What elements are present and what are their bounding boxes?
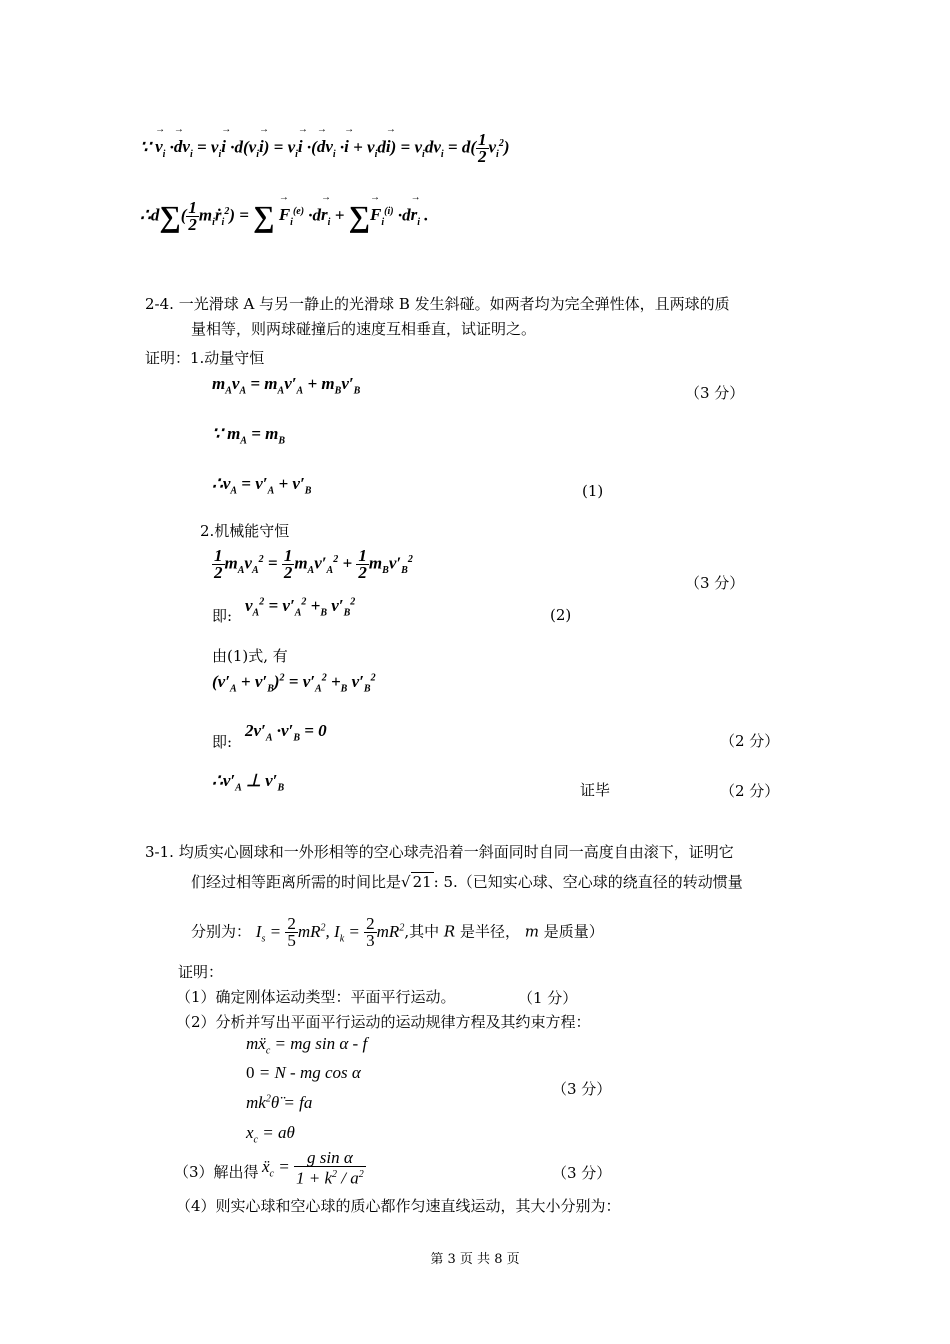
statement-text: 分别为： — [191, 922, 252, 941]
inertia-formula: $I_s$ = $\frac{2}{5}$ $mR^2$, $I_k$ = $\frac{2}{3}$ $mR^2$ — [255, 914, 405, 951]
statement-text: ,其中 — [404, 922, 440, 941]
score-label: （3 分） — [685, 574, 745, 592]
proof-item-4: （4）则实心球和空心球的质心都作匀速直线运动，其大小分别为： — [176, 1197, 621, 1215]
equation-energy-sum: ∴d∑( $\frac{1}{2}$ $m_iṙ_i^2$) = ∑ → $F_i^{(e)} \cdot d\to r_i$ + ∑→ $F_i^{(i)} \cdot d\to r_i$ . — [140, 200, 429, 234]
proof-item-2: （2）分析并写出平面平行运动的运动规律方程及其约束方程： — [176, 1013, 591, 1031]
equation-equal-mass: ∵ $m_A = m_B$ — [212, 424, 286, 447]
score-label: （3 分） — [552, 1080, 612, 1098]
equation-squared-sum: $(v'_A + v'_B)^2 = v'_A^2 +_B$ $v'_B^2$ — [212, 672, 376, 695]
equation-label-2: (2) — [550, 606, 572, 624]
score-label: （1 分） — [518, 989, 578, 1007]
proof-label: 证明： — [178, 963, 224, 981]
equation-motion-y: 0 = N - mg cos α — [246, 1063, 361, 1082]
statement-text: 是质量） — [543, 922, 604, 941]
proof-item-3: （3）解出得 — [174, 1163, 259, 1181]
problem-2-4-statement-line1: 2-4. 一光滑球 A 与另一静止的光滑球 B 发生斜碰。如两者均为完全弹性体，且两球的质 — [145, 295, 730, 313]
you-label: 由(1)式, 有 — [212, 647, 288, 665]
score-label: （2 分） — [720, 732, 780, 750]
page-footer: 第 3 页 共 8 页 — [430, 1252, 520, 1267]
equation-acceleration: ẍ$_c$ = $\frac{\text{g sin α}}{1 + k^2 / a^2}$ — [262, 1148, 364, 1188]
statement-text: : 5.（已知实心球、空心球的绕直径的转动惯量 — [433, 873, 743, 891]
ji-label: 即: — [212, 733, 233, 751]
equation-dot-zero: $2v'_A \cdot v'_B = 0$ — [245, 721, 327, 744]
equation-kinetic-energy: $\frac{1}{2}$ $m_Av_A^2$ = $\frac{1}{2}$ $m_Av'_A^2$ + $\frac{1}{2}$ $m_Bv'_B^2$ — [214, 546, 413, 582]
equation-label-1: (1) — [582, 482, 604, 500]
problem-3-1-statement-line1: 3-1. 均质实心圆球和一外形相等的空心球壳沿着一斜面同时自同一高度自由滚下，证明它 — [145, 843, 734, 861]
equation-rotation: $mk^2\thetä$ = fa — [246, 1093, 313, 1112]
sqrt-value: 21 — [412, 873, 432, 891]
statement-text: 们经过相等距离所需的时间比是 — [191, 873, 402, 891]
problem-2-4-statement-line2: 量相等，则两球碰撞后的速度互相垂直，试证明之。 — [191, 320, 537, 338]
problem-3-1-statement-line2: 们经过相等距离所需的时间比是√ 21 : 5.（已知实心球、空心球的绕直径的转动惯量 — [191, 873, 743, 891]
equation-motion-x: mẍ$_c$ = mg sin α - f — [246, 1034, 368, 1057]
proof-item-1: （1）确定刚体运动类型：平面平行运动。 — [176, 988, 456, 1006]
score-label: （2 分） — [720, 782, 780, 800]
proof-label-momentum: 证明：1.动量守恒 — [145, 349, 265, 367]
equation-velocity-identity: ∵ → $v_i \cdot\to dv_i = v_i\to i \cdot d(v_i\to i) = v_i\to i$ ·(→ $dv_i \cdot\to i + v_id\to i) = v_idv_i = d$( $\frac{1}{2}$ $v_i^2$) — [140, 132, 510, 165]
equation-velocity-sum: $\therefore v_A = v'_A + v'_B$ — [212, 474, 312, 497]
score-label: （3 分） — [552, 1164, 612, 1182]
ji-label: 即: — [212, 607, 233, 625]
equation-velocity-squares: $v_A^2 = v'_A^2 +_B$ $v'_B^2$ — [245, 596, 356, 619]
statement-text: 是半径， — [459, 922, 520, 941]
equation-constraint: $x_c = a\theta$ — [246, 1123, 295, 1146]
qed-label: 证毕 — [580, 781, 611, 799]
equation-perpendicular: $\therefore v'_A$ ⊥ $v'_B$ — [212, 771, 285, 794]
problem-3-1-statement-line3: 分别为： $I_s$ = $\frac{2}{5}$ $mR^2$, $I_k$ = $\frac{2}{3}$ $mR^2$,其中 R 是半径， m 是质量） — [191, 914, 604, 951]
equation-momentum: $m_Av_A = m_Av'_A + m_Bv'_B$ — [212, 374, 361, 397]
score-label: （3 分） — [685, 384, 745, 402]
step-energy-label: 2.机械能守恒 — [200, 522, 290, 540]
